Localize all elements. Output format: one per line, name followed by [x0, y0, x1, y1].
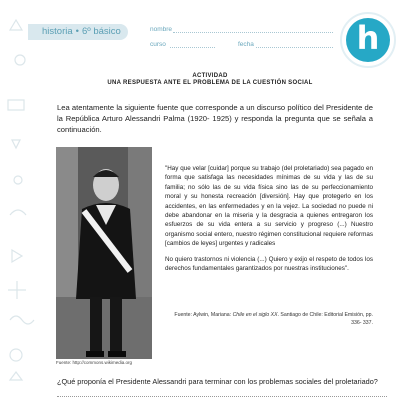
course-field[interactable]	[170, 47, 215, 48]
source-suffix: . Santiago de Chile: Editorial Emisión, pp. 336- 337.	[277, 312, 373, 326]
peak-deco-icon	[10, 372, 22, 380]
source-book: Chile en el siglo XX	[232, 312, 278, 318]
quote-paragraph-2: No quiero trastornos ni violencia (...) Quiero y exijo el respeto de todos los derechos fundamentales garantizados por nuestras instituciones".	[165, 255, 373, 273]
date-field[interactable]	[256, 47, 333, 48]
box-deco-icon	[8, 100, 24, 110]
subject-label	[42, 26, 121, 37]
photo-drawing	[56, 147, 152, 359]
cross-deco-icon	[8, 281, 26, 299]
history-logo-icon: h	[346, 18, 390, 62]
intro-paragraph: Lea atentamente la siguiente fuente que corresponde a un discurso político del Presidente de la República Arturo Alessandri Palma (1920- 1925) y responda la pregunta que se señala a continuación.	[57, 103, 373, 134]
ring-deco-icon	[10, 349, 22, 361]
quote-source	[165, 311, 373, 327]
activity-subtitle: UNA RESPUESTA ANTE EL PROBLEMA DE LA CUESTIÓN SOCIAL	[107, 80, 313, 86]
question-text: ¿Qué proponía el Presidente Alessandri para terminar con los problemas sociales del proletariado?	[57, 377, 378, 386]
alessandri-photo	[56, 147, 152, 359]
subject-name: historia	[42, 26, 73, 37]
grade-name: 6º básico	[81, 26, 121, 37]
quote-paragraph-1: "Hay que velar [cuidar] porque su trabajo (del proletariado) sea pagado en forma que satisfaga las necesidades mínimas de su vida y las de su familia; no sólo las de su vida física sino las de su perfeccionamiento moral y su honesta recreación [diversión]. Hay que protegerlo en los accidentes, en las enfermedades y en la vejez. La sociedad no puede ni debe abandonar en la miseria y la desgracia a quienes entregaron los esfuerzos de su vida entera a su servicio y progreso (...) Nuestro organismo social entero, nuestro régimen constitucional requiere reformas [cambios de leyes] urgentes y radicales	[165, 165, 373, 248]
date-label: fecha	[238, 41, 254, 48]
worksheet-header	[0, 18, 400, 66]
speech-quote	[165, 164, 373, 273]
wave-deco-icon	[10, 210, 26, 215]
answer-field[interactable]	[57, 396, 387, 397]
course-label: curso	[150, 41, 166, 48]
name-label: nombre	[150, 26, 173, 33]
photo-credit: Fuente: http://commons.wikimedia.org	[56, 360, 133, 365]
source-prefix: Fuente: Aylwin, Mariana:	[174, 312, 233, 318]
arrow-deco-icon	[12, 140, 20, 148]
swirl-deco-icon	[10, 316, 34, 324]
subject-separator: •	[75, 26, 79, 37]
play-deco-icon	[12, 250, 22, 262]
dot-deco-icon	[14, 176, 22, 184]
name-field[interactable]	[173, 32, 333, 33]
activity-title: ACTIVIDAD	[192, 73, 228, 79]
